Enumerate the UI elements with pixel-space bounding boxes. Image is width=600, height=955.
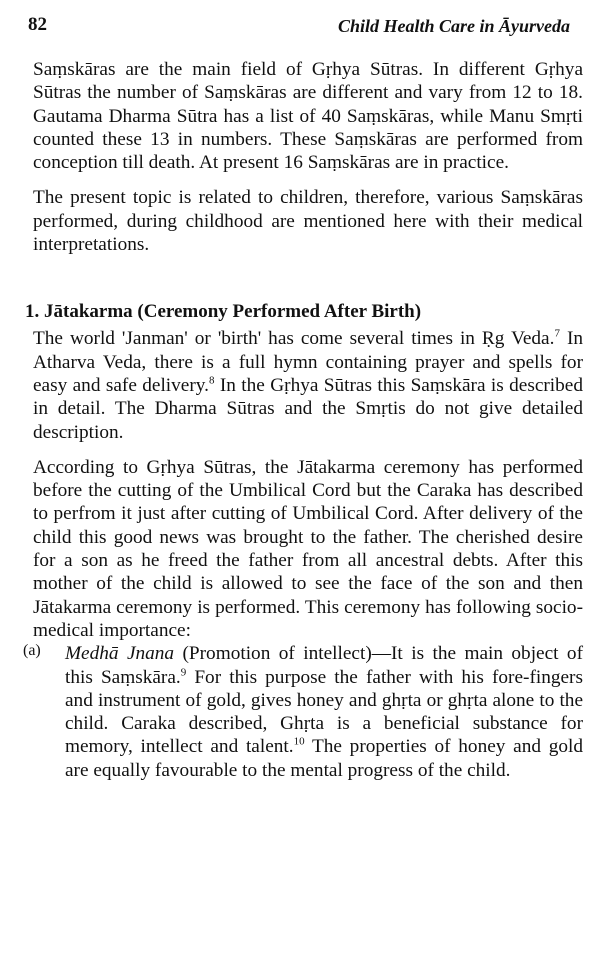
footnote-ref-10: 10 (293, 736, 305, 748)
list-item-text-3: The properties of honey and gold are equally favourable to the mental progress of the child. (65, 736, 583, 781)
section-heading-jatakarma: 1. Jātakarma (Ceremony Performed After Birth) (25, 301, 422, 323)
paragraph-janman-text-3: In the Gṛhya Sūtras this Saṃskāra is described in detail. The Dharma Sūtras and the Smṛtis do not give detailed description. (33, 374, 584, 443)
page-number: 82 (28, 14, 47, 35)
paragraph-janman (33, 327, 583, 443)
list-item-text-2: For this purpose the father with his fore-fingers and instrument of gold, gives honey and ghṛta or ghṛta alone to the child. Caraka described, Ghṛta is a beneficial substance for memory, intellect and talent. (65, 666, 583, 758)
paragraph-present-topic: The present topic is related to children, therefore, various Saṃskāras performed, during childhood are mentioned here with their medical interpretations. (33, 187, 583, 256)
list-item-text-1: (Promotion of intellect)—It is the main object of this Saṃskāra. (65, 643, 583, 688)
list-marker: (a) (23, 642, 41, 660)
list-item-text (65, 642, 583, 782)
footnote-ref-7: 7 (554, 327, 560, 340)
page-body (23, 58, 584, 782)
page-header (28, 14, 570, 44)
running-title: Child Health Care in Āyurveda (337, 16, 570, 36)
paragraph-grhya-sutras: According to Gṛhya Sūtras, the Jātakarma ceremony has performed before the cutting of the Umbilical Cord but the Caraka has described to perfrom it just after cutting of Umbilical Cord. After delivery of the child this good news was brought to the father. The cherished desire for a son as he freed the father from all ancestral debts. After this mother of the child is allowed to see the face of the son and then Jātakarma ceremony is performed. This ceremony has following socio-medical importance: (33, 456, 583, 641)
paragraph-janman-text-1: The world 'Janman' or 'birth' has come several times in Ṛg Veda. (33, 328, 555, 350)
footnote-ref-9: 9 (180, 666, 187, 679)
paragraph-janman-text-2: In Atharva Veda, there is a full hymn containing prayer and spells for easy and safe delivery. (33, 328, 584, 396)
footnote-ref-8: 8 (209, 374, 215, 387)
list-item-term: Medhā Jnana (65, 643, 175, 665)
list-item-medha-jnana (23, 642, 583, 782)
paragraph-samskaras-intro: Saṃskāras are the main field of Gṛhya Sūtras. In different Gṛhya Sūtras the number of Saṃskāras are different and vary from 12 to 18. Gautama Dharma Sūtra has a list of 40 Saṃskāras, while Manu Smṛti counted these 13 in numbers. These Saṃskāras are performed from conception till death. At present 16 Saṃskāras are in practice. (33, 59, 583, 174)
